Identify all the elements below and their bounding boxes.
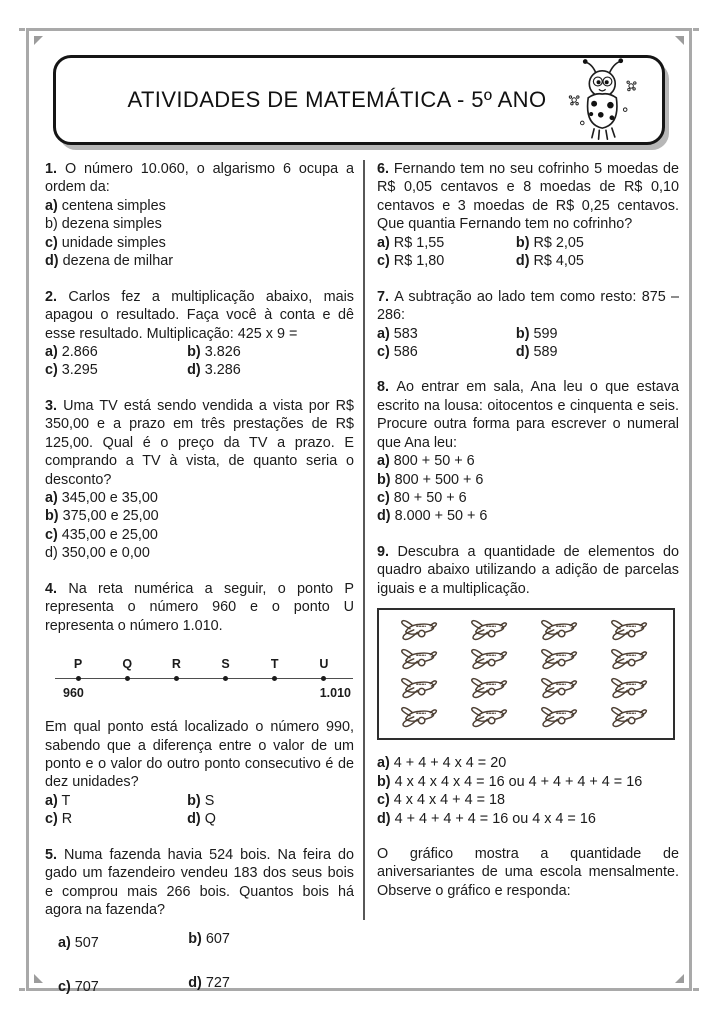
- question-body-text: Carlos fez a multiplicação abaixo, mais apagou o resultado. Faça você à conta e dê esse resultado. Multiplicação: 425 x 9 =: [45, 288, 354, 342]
- answer-options: [377, 234, 679, 271]
- option-letter: c): [45, 234, 58, 251]
- answer-option-a: [377, 754, 679, 772]
- option-text: 707: [70, 978, 99, 995]
- question-body-text: A subtração ao lado tem como resto: 875 – 286:: [377, 288, 680, 324]
- option-text: R$ 1,55: [389, 234, 445, 251]
- option-letter: a): [377, 755, 390, 772]
- option-letter: c): [58, 978, 71, 995]
- option-letter: d): [515, 343, 530, 360]
- question-text: [377, 288, 679, 325]
- page-border: [26, 28, 692, 995]
- number-line-point: [71, 656, 85, 681]
- question-9: [377, 543, 679, 828]
- question-columns: [41, 160, 679, 1013]
- question-text: [45, 160, 354, 197]
- corner-mark-icon: [34, 36, 43, 45]
- airplane-icon: [459, 617, 517, 644]
- question-text-continued: [45, 718, 354, 792]
- ladybug-icon: [566, 57, 640, 143]
- option-text: dezena de milhar: [58, 253, 173, 270]
- answer-option-d: [377, 810, 679, 828]
- frame-dash: [19, 988, 25, 991]
- option-text: 80 + 50 + 6: [389, 490, 467, 506]
- number-line-figure: [55, 652, 353, 704]
- answer-option-a: [377, 325, 516, 343]
- answer-option-d: [187, 361, 354, 379]
- airplane-icon: [529, 704, 587, 731]
- option-text: 375,00 e 25,00: [58, 508, 159, 525]
- airplane-grid-figure: [377, 608, 675, 740]
- answer-option-c: [45, 234, 354, 252]
- option-text: 3.295: [57, 362, 98, 379]
- option-letter: b): [515, 325, 530, 342]
- airplane-icon: [389, 646, 447, 673]
- answer-option-c: [45, 810, 187, 828]
- airplane-icon: [389, 704, 447, 731]
- question-1: [45, 160, 354, 271]
- airplane-icon: [599, 675, 657, 702]
- answer-option-b: [377, 471, 679, 489]
- right-column: [363, 160, 679, 920]
- point-label: P: [73, 657, 83, 672]
- question-number: 2.: [45, 288, 69, 305]
- answer-options: [377, 325, 679, 362]
- question-number: 7.: [377, 288, 395, 305]
- option-text: dezena simples: [57, 216, 162, 233]
- option-letter: b): [45, 216, 58, 233]
- number-line-point: [268, 656, 282, 681]
- option-letter: b): [188, 931, 202, 948]
- option-letter: b): [377, 471, 391, 488]
- option-text: 583: [389, 325, 418, 342]
- question-body-text: Uma TV está sendo vendida a vista por R$ 350,00 e a prazo em três prestações de R$ 125,00. Qual é o preço da TV a prazo. E comprando a TV à vista, de quanto seria o desconto?: [45, 397, 355, 488]
- option-text: 589: [529, 343, 558, 360]
- point-dot: [125, 676, 130, 681]
- answer-option-c: [58, 978, 188, 996]
- option-text: 2.866: [57, 343, 98, 360]
- option-text: R$ 4,05: [529, 253, 584, 270]
- option-text: 350,00 e 0,00: [57, 545, 150, 562]
- airplane-icon: [599, 704, 657, 731]
- frame-dash: [693, 988, 699, 991]
- answer-option-a: [45, 197, 354, 215]
- answer-option-a: [377, 234, 516, 252]
- option-text: 507: [70, 935, 99, 952]
- option-letter: a): [377, 453, 390, 470]
- option-text: 3.826: [200, 343, 241, 360]
- answer-option-b: [516, 325, 679, 343]
- question-7: [377, 288, 679, 362]
- airplane-icon: [389, 617, 447, 644]
- question-text: [377, 378, 679, 452]
- question-number: 3.: [45, 397, 64, 414]
- option-text: 4 x 4 x 4 + 4 = 18: [389, 792, 505, 809]
- answer-option-b: [187, 792, 354, 810]
- answer-option-b: [188, 930, 354, 948]
- question-2: [45, 288, 354, 380]
- answer-option-d: [45, 544, 354, 562]
- question-text: [377, 543, 679, 598]
- question-number: 9.: [377, 543, 398, 560]
- answer-option-b: [45, 215, 354, 233]
- option-text: R: [57, 811, 73, 828]
- question-body-text: O número 10.060, o algarismo 6 ocupa a ordem da:: [45, 161, 355, 196]
- answer-options: [45, 197, 354, 271]
- question-text: [45, 846, 354, 920]
- airplane-icon: [459, 646, 517, 673]
- option-text: 8.000 + 50 + 6: [390, 508, 488, 525]
- option-letter: d): [377, 508, 391, 525]
- number-line-point: [120, 656, 134, 681]
- option-letter: b): [515, 234, 530, 251]
- point-label: R: [171, 657, 181, 672]
- question-number: 6.: [377, 161, 394, 177]
- question-text: [377, 845, 679, 900]
- question-4: [45, 580, 354, 829]
- answer-options: [377, 754, 679, 828]
- answer-option-d: [187, 810, 354, 828]
- answer-options: [45, 792, 354, 829]
- point-label: Q: [122, 657, 133, 672]
- option-letter: b): [377, 773, 391, 790]
- answer-option-d: [188, 974, 354, 992]
- answer-option-b: [45, 507, 354, 525]
- option-letter: a): [377, 325, 390, 342]
- answer-option-c: [377, 252, 516, 270]
- option-letter: d): [377, 810, 391, 827]
- option-text: R$ 2,05: [529, 234, 584, 251]
- option-text: 3.286: [200, 362, 241, 379]
- option-letter: b): [187, 792, 201, 809]
- option-text: 345,00 e 35,00: [57, 490, 158, 506]
- question-body-text: Fernando tem no seu cofrinho 5 moedas de R$ 0,05 centavos e 8 moedas de R$ 0,10 centavos e 3 moedas de R$ 0,25 centavos. Que quantia Fernando tem no cofrinho?: [377, 161, 679, 233]
- answer-options: [58, 931, 354, 996]
- point-dot: [321, 676, 326, 681]
- answer-options: [45, 489, 354, 563]
- answer-option-c: [45, 526, 354, 544]
- option-text: 586: [389, 343, 418, 360]
- option-letter: c): [377, 792, 390, 809]
- answer-option-b: [187, 343, 354, 361]
- airplane-icon: [529, 675, 587, 702]
- option-text: R$ 1,80: [389, 253, 445, 270]
- corner-mark-icon: [675, 974, 684, 983]
- option-letter: a): [58, 935, 71, 952]
- question-text: [45, 580, 354, 635]
- number-line-values: [63, 685, 351, 701]
- question-number: 4.: [45, 580, 69, 597]
- answer-option-b: [377, 773, 679, 791]
- point-label: U: [319, 657, 329, 672]
- option-text: 435,00 e 25,00: [57, 526, 158, 543]
- point-dot: [76, 676, 81, 681]
- question-8: [377, 378, 679, 526]
- graph-intro-paragraph: [377, 845, 679, 900]
- number-line-point: [169, 656, 183, 681]
- airplane-icon: [459, 675, 517, 702]
- point-label: S: [221, 657, 230, 672]
- number-line-point: [219, 656, 233, 681]
- option-letter: a): [45, 792, 58, 809]
- option-letter: a): [45, 490, 58, 506]
- option-text: 800 + 500 + 6: [390, 471, 484, 488]
- option-letter: a): [45, 197, 58, 214]
- airplane-icon: [599, 617, 657, 644]
- answer-option-c: [377, 489, 679, 507]
- option-letter: d): [187, 362, 201, 379]
- answer-option-a: [58, 934, 188, 952]
- option-letter: c): [377, 343, 390, 360]
- question-body-text: Ao entrar em sala, Ana leu o que estava escrito na lousa: oitocentos e cinquenta e seis. Procure outra forma para escrever o numeral que Ana leu:: [377, 379, 680, 451]
- point-dot: [223, 676, 228, 681]
- option-letter: d): [188, 974, 202, 991]
- end-value: 1.010: [319, 686, 351, 701]
- option-letter: c): [377, 490, 390, 506]
- option-text: 4 + 4 + 4 x 4 = 20: [389, 755, 507, 772]
- question-text: [45, 288, 354, 343]
- answer-option-a: [45, 489, 354, 507]
- option-text: centena simples: [57, 197, 166, 214]
- airplane-icon: [529, 646, 587, 673]
- option-text: unidade simples: [57, 234, 166, 251]
- airplane-icon: [459, 704, 517, 731]
- answer-option-a: [377, 452, 679, 470]
- question-number: 5.: [45, 846, 65, 863]
- option-text: 4 x 4 x 4 x 4 = 16 ou 4 + 4 + 4 + 4 = 16: [390, 773, 643, 790]
- option-letter: b): [45, 508, 59, 525]
- question-body-text: Na reta numérica a seguir, o ponto P representa o número 960 e o ponto U representa o número 1.010.: [45, 580, 354, 634]
- corner-mark-icon: [34, 974, 43, 983]
- answer-options: [377, 452, 679, 526]
- option-text: Q: [200, 811, 216, 828]
- question-body-text: Numa fazenda havia 524 bois. Na feira do gado um fazendeiro vendeu 183 dos seus bois e comprou mais 266 bois. Quantos bois há agora na fazenda?: [45, 846, 355, 918]
- option-text: 607: [201, 931, 230, 948]
- frame-dash: [693, 28, 699, 31]
- option-letter: d): [515, 253, 530, 270]
- number-line-points: [71, 656, 331, 681]
- option-text: 599: [529, 325, 558, 342]
- number-line-point: [317, 656, 331, 681]
- option-letter: c): [45, 526, 58, 543]
- option-letter: b): [187, 343, 201, 360]
- worksheet-header: [53, 55, 665, 145]
- airplane-icon: [389, 675, 447, 702]
- question-body-text: O gráfico mostra a quantidade de aniversariantes de uma escola mensalmente. Observe o gráfico e responda:: [377, 845, 679, 899]
- answer-option-d: [516, 252, 679, 270]
- option-letter: c): [45, 811, 58, 828]
- point-dot: [272, 676, 277, 681]
- option-letter: c): [377, 253, 390, 270]
- option-letter: d): [45, 253, 59, 270]
- page-title: ATIVIDADES DE MATEMÁTICA - 5º ANO: [127, 87, 547, 112]
- answer-option-c: [377, 343, 516, 361]
- start-value: 960: [63, 686, 84, 701]
- answer-option-d: [377, 507, 679, 525]
- option-letter: a): [377, 234, 390, 251]
- answer-option-b: [516, 234, 679, 252]
- question-text: [45, 397, 354, 489]
- question-number: 1.: [45, 161, 65, 177]
- option-text: 727: [201, 974, 230, 991]
- answer-option-a: [45, 792, 187, 810]
- option-letter: d): [187, 811, 201, 828]
- option-letter: c): [45, 362, 58, 379]
- point-dot: [174, 676, 179, 681]
- question-text: [377, 160, 679, 234]
- option-text: S: [200, 792, 215, 809]
- question-3: [45, 397, 354, 563]
- answer-option-c: [377, 791, 679, 809]
- answer-options: [45, 343, 354, 380]
- option-text: T: [57, 792, 71, 809]
- question-number: 8.: [377, 379, 397, 396]
- corner-mark-icon: [675, 36, 684, 45]
- left-column: [41, 160, 363, 1013]
- option-letter: d): [45, 545, 58, 562]
- question-6: [377, 160, 679, 271]
- option-text: 800 + 50 + 6: [389, 453, 475, 470]
- answer-option-d: [516, 343, 679, 361]
- question-body-text: Em qual ponto está localizado o número 990, sabendo que a diferença entre o valor de um ponto e o valor do outro ponto consecutivo é de dez unidades?: [45, 719, 354, 791]
- point-label: T: [270, 657, 279, 672]
- airplane-icon: [599, 646, 657, 673]
- option-letter: a): [45, 343, 58, 360]
- option-text: 4 + 4 + 4 + 4 = 16 ou 4 x 4 = 16: [390, 810, 596, 827]
- answer-option-d: [45, 252, 354, 270]
- answer-option-c: [45, 361, 187, 379]
- airplane-icon: [529, 617, 587, 644]
- question-5: [45, 846, 354, 997]
- question-body-text: Descubra a quantidade de elementos do quadro abaixo utilizando a adição de parcelas iguais e a multiplicação.: [377, 543, 680, 597]
- frame-dash: [19, 28, 25, 31]
- answer-option-a: [45, 343, 187, 361]
